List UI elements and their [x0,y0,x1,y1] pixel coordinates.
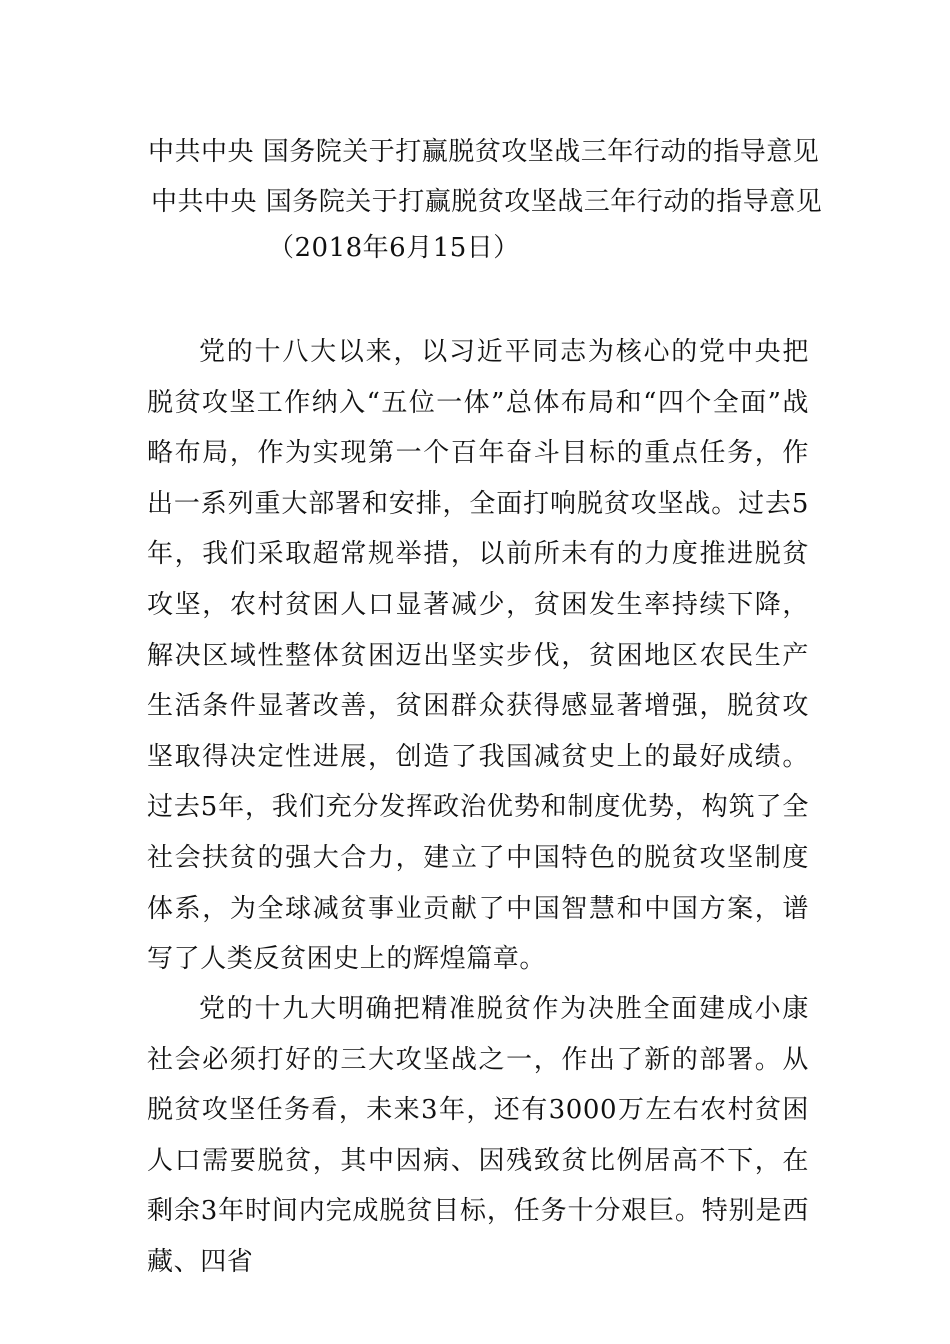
body-paragraph-2: 党的十九大明确把精准脱贫作为决胜全面建成小康社会必须打好的三大攻坚战之一，作出了新的部署。从脱贫攻坚任务看，未来3年，还有3000万左右农村贫困人口需要脱贫，其中因病、因残致贫比例居高不下，在剩余3年时间内完成脱贫目标，任务十分艰巨。特别是西藏、四省 [147,994,809,1277]
document-title: 中共中央 国务院关于打赢脱贫攻坚战三年行动的指导意见 [148,137,820,167]
document-title-repeat: 中共中央 国务院关于打赢脱贫攻坚战三年行动的指导意见 [151,187,823,217]
body-paragraph-1: 党的十八大以来，以习近平同志为核心的党中央把脱贫攻坚工作纳入“五位一体”总体布局和“四个全面”战略布局，作为实现第一个百年奋斗目标的重点任务，作出一系列重大部署和安排，全面打响脱贫攻坚战。过去5年，我们采取超常规举措，以前所未有的力度推进脱贫攻坚，农村贫困人口显著减少，贫困发生率持续下降，解决区域性整体贫困迈出坚实步伐，贫困地区农民生产生活条件显著改善，贫困群众获得感显著增强，脱贫攻坚取得决定性进展，创造了我国减贫史上的最好成绩。过去5年，我们充分发挥政治优势和制度优势，构筑了全社会扶贫的强大合力，建立了中国特色的脱贫攻坚制度体系，为全球减贫事业贡献了中国智慧和中国方案，谱写了人类反贫困史上的辉煌篇章。 [147,337,809,975]
document-date: （2018年6月15日） [268,233,520,263]
